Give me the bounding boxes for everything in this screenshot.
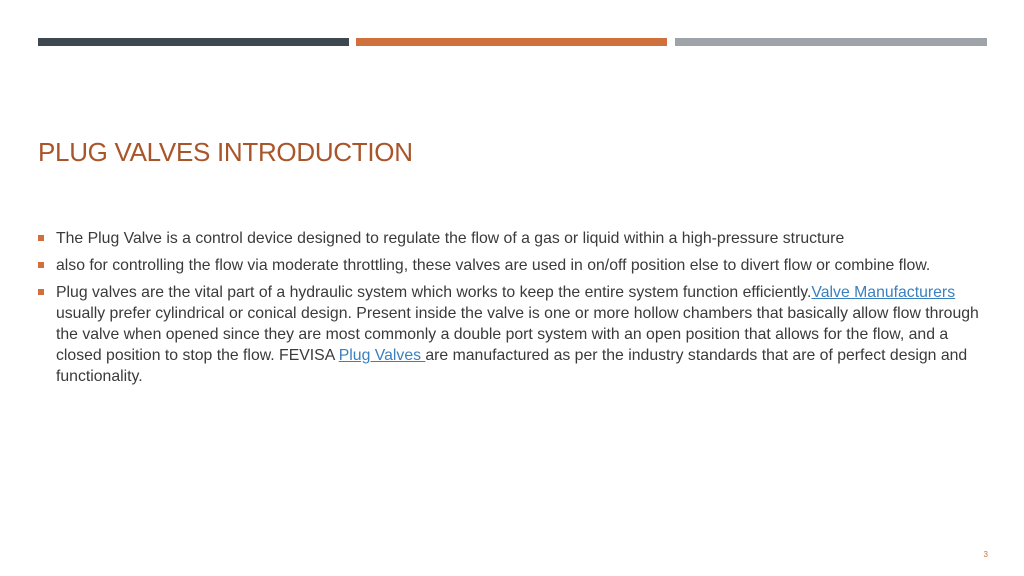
bullet-item xyxy=(38,228,990,249)
bullet-text: are manufactured as per the industry standards that are of perfect design and functionality. xyxy=(56,347,968,385)
bullet-list xyxy=(38,228,990,393)
bullet-text: Plug valves are the vital part of a hydraulic system which works to keep the entire system function efficiently. xyxy=(56,284,812,301)
bullet-item xyxy=(38,255,990,276)
valve-manufacturers-link[interactable]: Valve Manufacturers xyxy=(811,284,956,301)
header-bar-orange xyxy=(356,38,667,46)
header-bar-gray xyxy=(675,38,987,46)
bullet-item xyxy=(38,282,990,387)
plug-valves-link[interactable]: Plug Valves xyxy=(338,347,426,364)
slide-title: PLUG VALVES INTRODUCTION xyxy=(38,137,413,167)
square-bullet-icon xyxy=(38,262,44,268)
square-bullet-icon xyxy=(38,289,44,295)
header-bar-dark xyxy=(38,38,349,46)
page-number: 3 xyxy=(983,550,988,559)
bullet-text: also for controlling the flow via moderate throttling, these valves are used in on/off position else to divert flow or combine flow. xyxy=(56,257,931,274)
bullet-text: usually prefer cylindrical or conical design. Present inside the valve is one or more hollow chambers that basically allow flow through the valve when opened since they are most commonly a double port system with an open position that allows for the flow, and a closed position to stop the flow. FEVISA xyxy=(56,305,979,364)
bullet-text: The Plug Valve is a control device designed to regulate the flow of a gas or liquid within a high-pressure structure xyxy=(56,230,845,247)
square-bullet-icon xyxy=(38,235,44,241)
